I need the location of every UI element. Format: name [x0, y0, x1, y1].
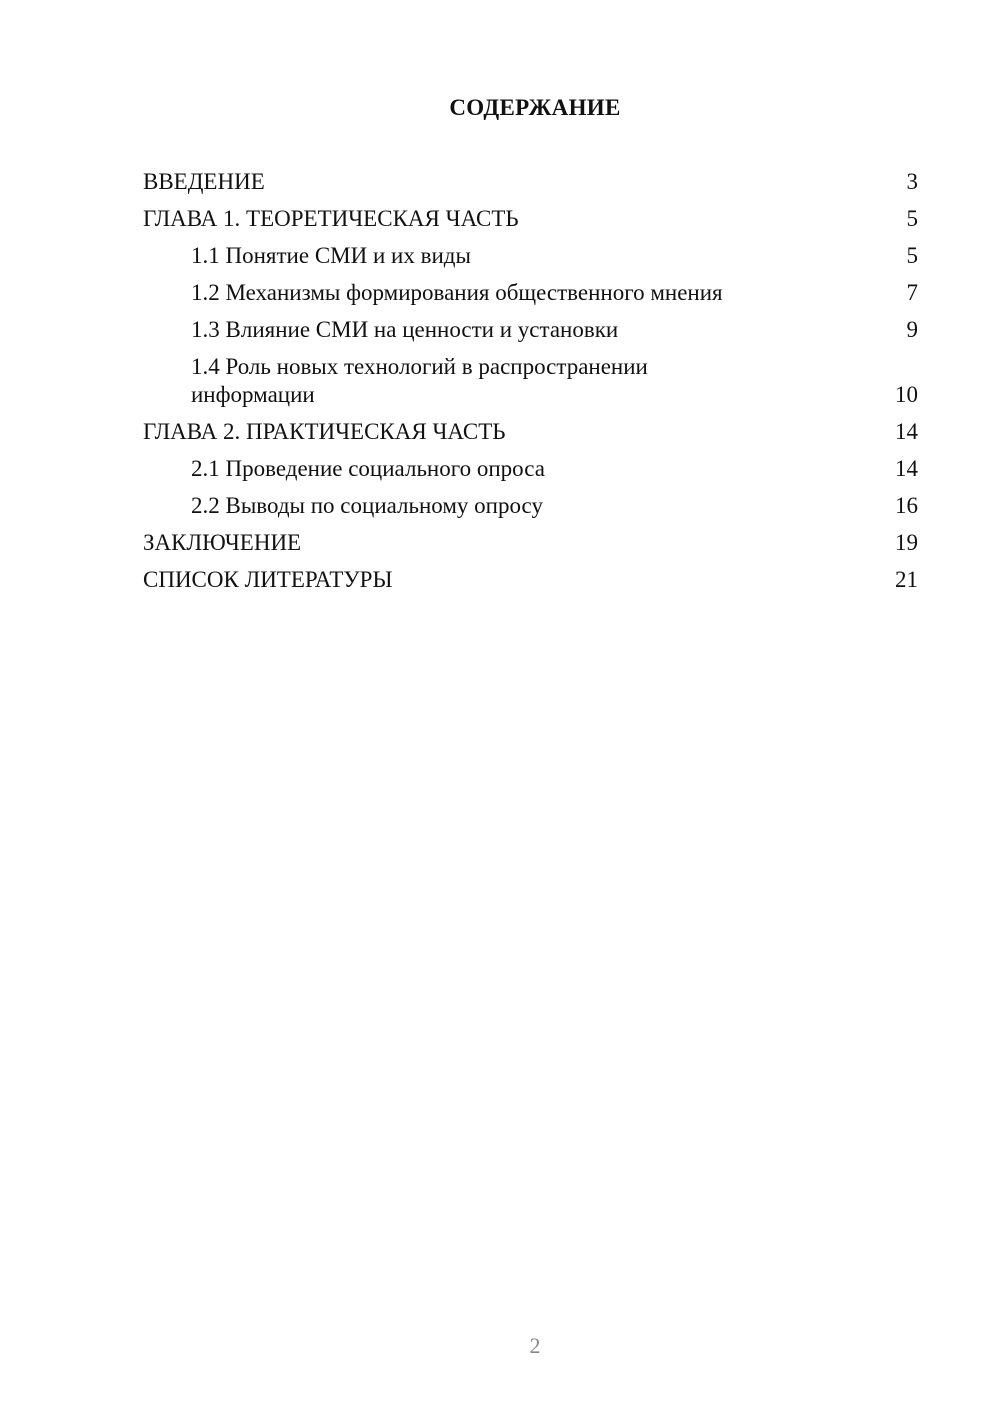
- toc-entry-page: 14: [895, 419, 918, 444]
- toc-entry-label: 1.3 Влияние СМИ на ценности и установки: [191, 317, 619, 342]
- toc-entry-page: 5: [906, 206, 918, 231]
- toc-entry-section-2-1: [143, 455, 918, 483]
- toc-entry-section-1-3: [143, 316, 918, 344]
- toc-entry-section-1-1: [143, 242, 918, 270]
- toc-entry-label: ВВЕДЕНИЕ: [143, 169, 265, 194]
- toc-entry-chapter-1: [143, 205, 918, 233]
- toc-entry-page: 14: [895, 456, 918, 481]
- toc-entry-page: 3: [906, 169, 918, 194]
- toc-entry-page: 16: [895, 493, 918, 518]
- toc-entry-label: ГЛАВА 1. ТЕОРЕТИЧЕСКАЯ ЧАСТЬ: [143, 206, 519, 231]
- toc-entry-page: 21: [895, 567, 918, 592]
- toc-entry-section-1-2: [143, 279, 918, 307]
- toc-entry-page: 7: [906, 280, 918, 305]
- toc-entry-page: 9: [906, 317, 918, 342]
- toc-entry-label: ЗАКЛЮЧЕНИЕ: [143, 530, 302, 555]
- toc-heading: СОДЕРЖАНИЕ: [449, 95, 621, 120]
- toc-entry-references: [143, 566, 918, 594]
- toc-entry-label: СПИСОК ЛИТЕРАТУРЫ: [143, 567, 393, 592]
- toc-entry-label: 1.1 Понятие СМИ и их виды: [191, 243, 471, 268]
- toc-entry-section-1-4: [143, 353, 918, 409]
- toc-entry-label: 2.2 Выводы по социальному опросу: [191, 493, 543, 518]
- toc-entry-label: 1.2 Механизмы формирования общественного мнения: [191, 280, 723, 305]
- toc-entry-introduction: [143, 168, 918, 196]
- toc-entry-section-2-2: [143, 492, 918, 520]
- toc-entry-label: 1.4 Роль новых технологий в распространении информации: [191, 354, 648, 407]
- toc-entry-page: 10: [895, 382, 918, 407]
- toc-entry-label: 2.1 Проведение социального опроса: [191, 456, 545, 481]
- toc-entry-label: ГЛАВА 2. ПРАКТИЧЕСКАЯ ЧАСТЬ: [143, 419, 506, 444]
- toc-entry-chapter-2: [143, 418, 918, 446]
- toc-entry-conclusion: [143, 529, 918, 557]
- toc-entry-page: 19: [895, 530, 918, 555]
- table-of-contents: [143, 168, 918, 603]
- toc-entry-page: 5: [906, 243, 918, 268]
- page-number: 2: [529, 1333, 541, 1358]
